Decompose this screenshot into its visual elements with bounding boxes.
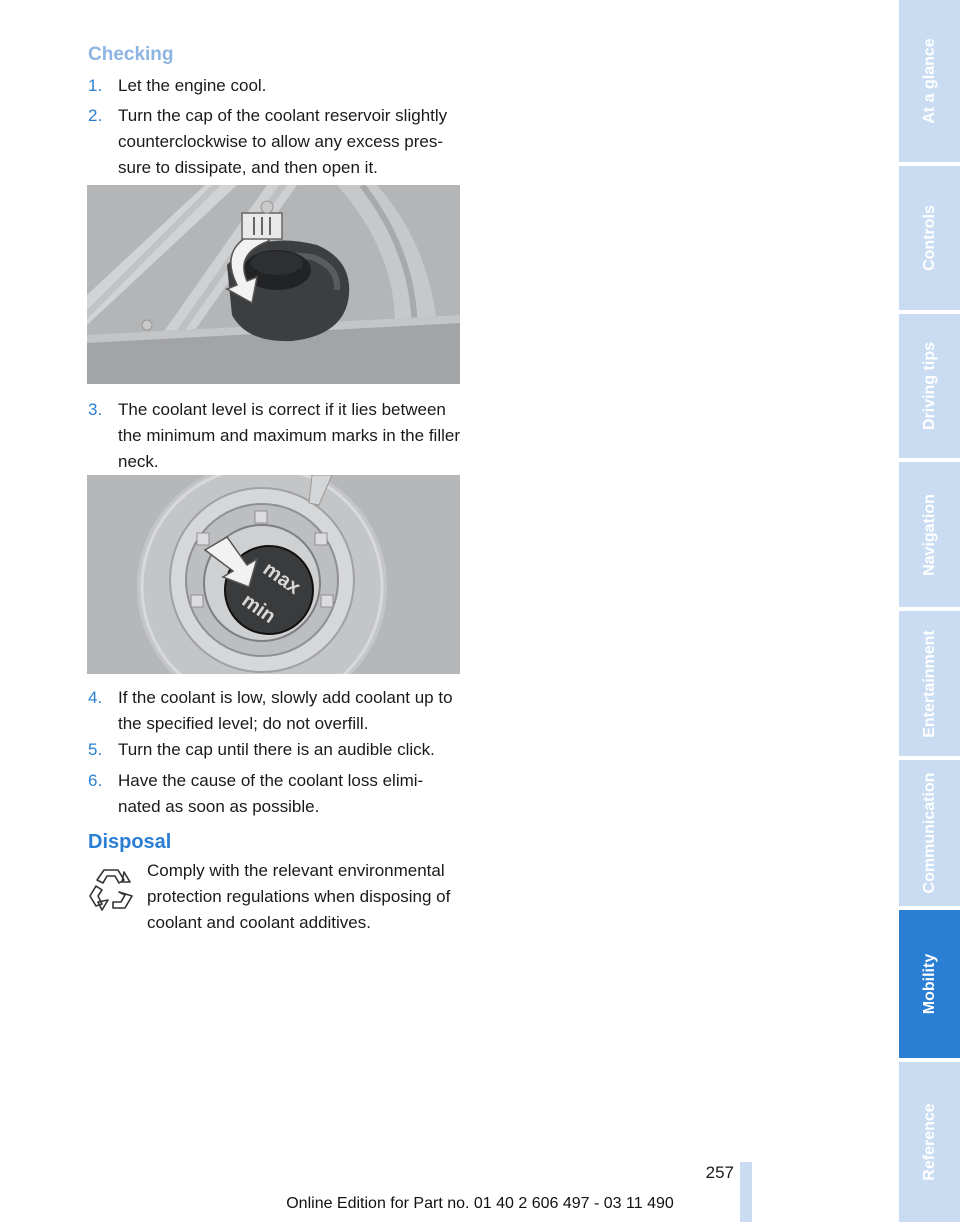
footer-text: Online Edition for Part no. 01 40 2 606 497 - 03 11 490: [286, 1195, 674, 1212]
tab-label: Mobility: [920, 953, 938, 1015]
min-mark-label: min: [237, 589, 280, 629]
tab-navigation[interactable]: [899, 462, 960, 607]
step-text: Turn the cap until there is an audible click.: [118, 740, 435, 759]
page-number: 257: [705, 1163, 734, 1182]
tab-reference[interactable]: [899, 1062, 960, 1222]
tab-label: Reference: [920, 1103, 938, 1181]
tab-label: Driving tips: [920, 341, 938, 431]
step-text: Have the cause of the coolant loss elimi-nated as soon as possible.: [118, 771, 424, 816]
step-number: 4.: [88, 688, 103, 707]
tab-entertainment[interactable]: [899, 611, 960, 756]
filler-neck-illustration: [87, 475, 460, 674]
step-text: The coolant level is correct if it lies between the minimum and maximum marks in the filler neck.: [118, 400, 460, 471]
step-6: [88, 768, 464, 820]
step-2: [88, 103, 464, 181]
step-5: [88, 737, 464, 763]
tab-label: At a glance: [920, 38, 938, 124]
step-3: [88, 397, 464, 475]
tab-label: Communication: [920, 772, 938, 894]
step-number: 3.: [88, 400, 103, 419]
step-number: 2.: [88, 106, 103, 125]
tab-controls[interactable]: [899, 166, 960, 310]
tab-mobility[interactable]: [899, 910, 960, 1058]
chapter-sidebar: [899, 0, 960, 1222]
step-text: Let the engine cool.: [118, 76, 267, 95]
max-mark-label: max: [258, 557, 305, 599]
page-number-bar: [740, 1162, 752, 1222]
tab-communication[interactable]: [899, 760, 960, 906]
step-text: Turn the cap of the coolant reservoir slightly counterclockwise to allow any excess pres-sure to dissipate, and then open it.: [118, 106, 448, 177]
step-text: If the coolant is low, slowly add coolant up to the specified level; do not overfill.: [118, 688, 453, 733]
section-heading-checking: Checking: [88, 44, 174, 65]
step-number: 5.: [88, 740, 103, 759]
step-1: [88, 73, 464, 99]
recycle-icon: [88, 866, 134, 914]
section-heading-disposal: Disposal: [88, 831, 172, 853]
disposal-text: Comply with the relevant environmental protection regulations when disposing of coolant and coolant additives.: [147, 861, 451, 932]
reservoir-cap-illustration: [87, 185, 460, 384]
tab-label: Navigation: [920, 493, 938, 576]
tab-label: Controls: [920, 205, 938, 271]
tab-label: Entertainment: [920, 629, 938, 738]
step-number: 1.: [88, 76, 103, 95]
step-4: [88, 685, 464, 737]
tab-at-a-glance[interactable]: [899, 0, 960, 162]
tab-driving-tips[interactable]: [899, 314, 960, 458]
step-number: 6.: [88, 771, 103, 790]
